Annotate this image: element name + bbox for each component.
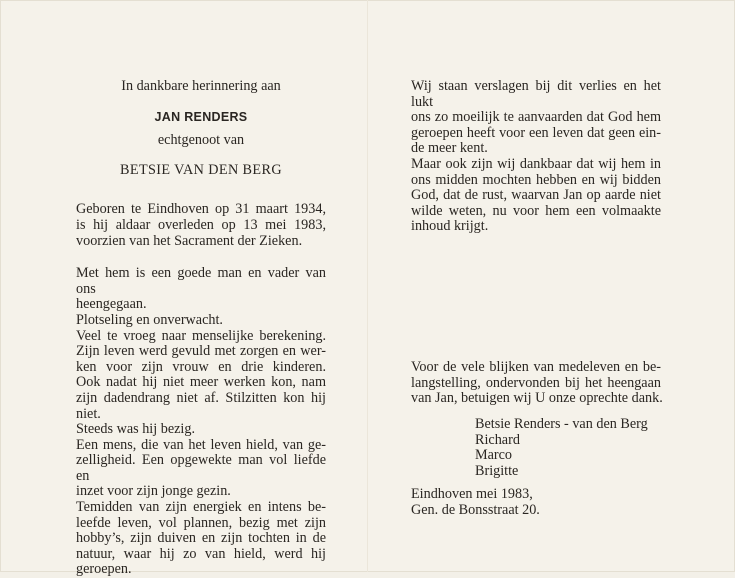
text-line: wilde weten, nu voor hem een volmaakte	[411, 202, 661, 219]
text-line: is hij aldaar overleden op 13 mei 1983,	[76, 216, 326, 233]
text-line: de meer kent.	[411, 140, 488, 157]
text-line: Voor de vele blijken van medeleven en be-	[411, 359, 661, 375]
tribute-paragraph	[76, 266, 326, 578]
text-line: Plotseling en onverwacht.	[76, 311, 223, 328]
faith-paragraph	[411, 79, 661, 235]
text-line: natuur, waar hij zo van hield, werd hij	[76, 545, 326, 562]
text-line: ken voor zijn vrouw en drie kinderen.	[76, 358, 326, 375]
family-member: Marco	[475, 447, 513, 464]
text-line: ons midden mochten hebben en wij bidden	[411, 171, 661, 188]
text-line: Ook nadat hij niet meer werken kon, nam	[76, 374, 326, 391]
family-member: Richard	[475, 431, 520, 448]
text-line: Steeds was hij bezig.	[76, 421, 195, 438]
place-date: Eindhoven mei 1983,	[411, 486, 533, 502]
spouse-name: BETSIE VAN DEN BERG	[120, 161, 282, 178]
family-member: Betsie Renders - van den Berg	[475, 416, 648, 432]
left-panel	[76, 79, 326, 578]
birth-death-paragraph	[76, 202, 326, 249]
family-member: Brigitte	[475, 462, 519, 479]
text-line: Met hem is een goede man en vader van ons	[76, 265, 326, 297]
text-line: inzet voor zijn jonge gezin.	[76, 483, 231, 500]
text-line: langstelling, ondervonden bij het heengaan	[411, 374, 661, 391]
card-fold-line	[367, 0, 368, 572]
text-line: Temidden van zijn energiek en intens be-	[76, 499, 326, 516]
card-heading: In dankbare herinnering aan	[121, 78, 281, 94]
thanks-paragraph	[411, 360, 661, 407]
text-line: ons zo moeilijk te aanvaarden dat God hem	[411, 109, 661, 126]
text-line: Wij staan verslagen bij dit verlies en het lukt	[411, 78, 661, 110]
text-line: zijn dadendrang niet af. Stilzitten kon hij	[76, 389, 326, 406]
text-line: geroepen.	[76, 561, 132, 578]
text-line: van Jan, betuigen wij U onze oprechte dank.	[411, 390, 663, 407]
text-line: zelligheid. Een opgewekte man vol liefde en	[76, 452, 326, 484]
text-line: geroepen heeft voor een leven dat geen ein-	[411, 124, 661, 141]
text-line: niet.	[76, 405, 101, 422]
text-line: voorzien van het Sacrament der Zieken.	[76, 232, 303, 249]
text-line: Zijn leven werd gevuld met zorgen en wer-	[76, 343, 326, 360]
text-line: inhoud krijgt.	[411, 218, 489, 235]
family-signature-block	[475, 417, 648, 479]
text-line: Maar ook zijn wij dankbaar dat wij hem in	[411, 155, 661, 172]
text-line: God, dat de rust, waarvan Jan op aarde niet	[411, 187, 661, 204]
deceased-name: JAN RENDERS	[154, 109, 248, 124]
text-line: Veel te vroeg naar menselijke berekening.	[76, 327, 326, 344]
address: Gen. de Bonsstraat 20.	[411, 501, 540, 518]
text-line: hobby’s, zijn duiven en zijn tochten in de	[76, 530, 326, 547]
right-panel	[411, 79, 661, 235]
text-line: leefde leven, vol plannen, bezig met zijn	[76, 514, 326, 531]
text-line: Een mens, die van het leven hield, van ge-	[76, 436, 326, 453]
text-line: heengegaan.	[76, 296, 147, 313]
place-address-block	[411, 487, 540, 518]
text-line: Geboren te Eindhoven op 31 maart 1934,	[76, 201, 326, 218]
relation-text: echtgenoot van	[157, 132, 245, 149]
